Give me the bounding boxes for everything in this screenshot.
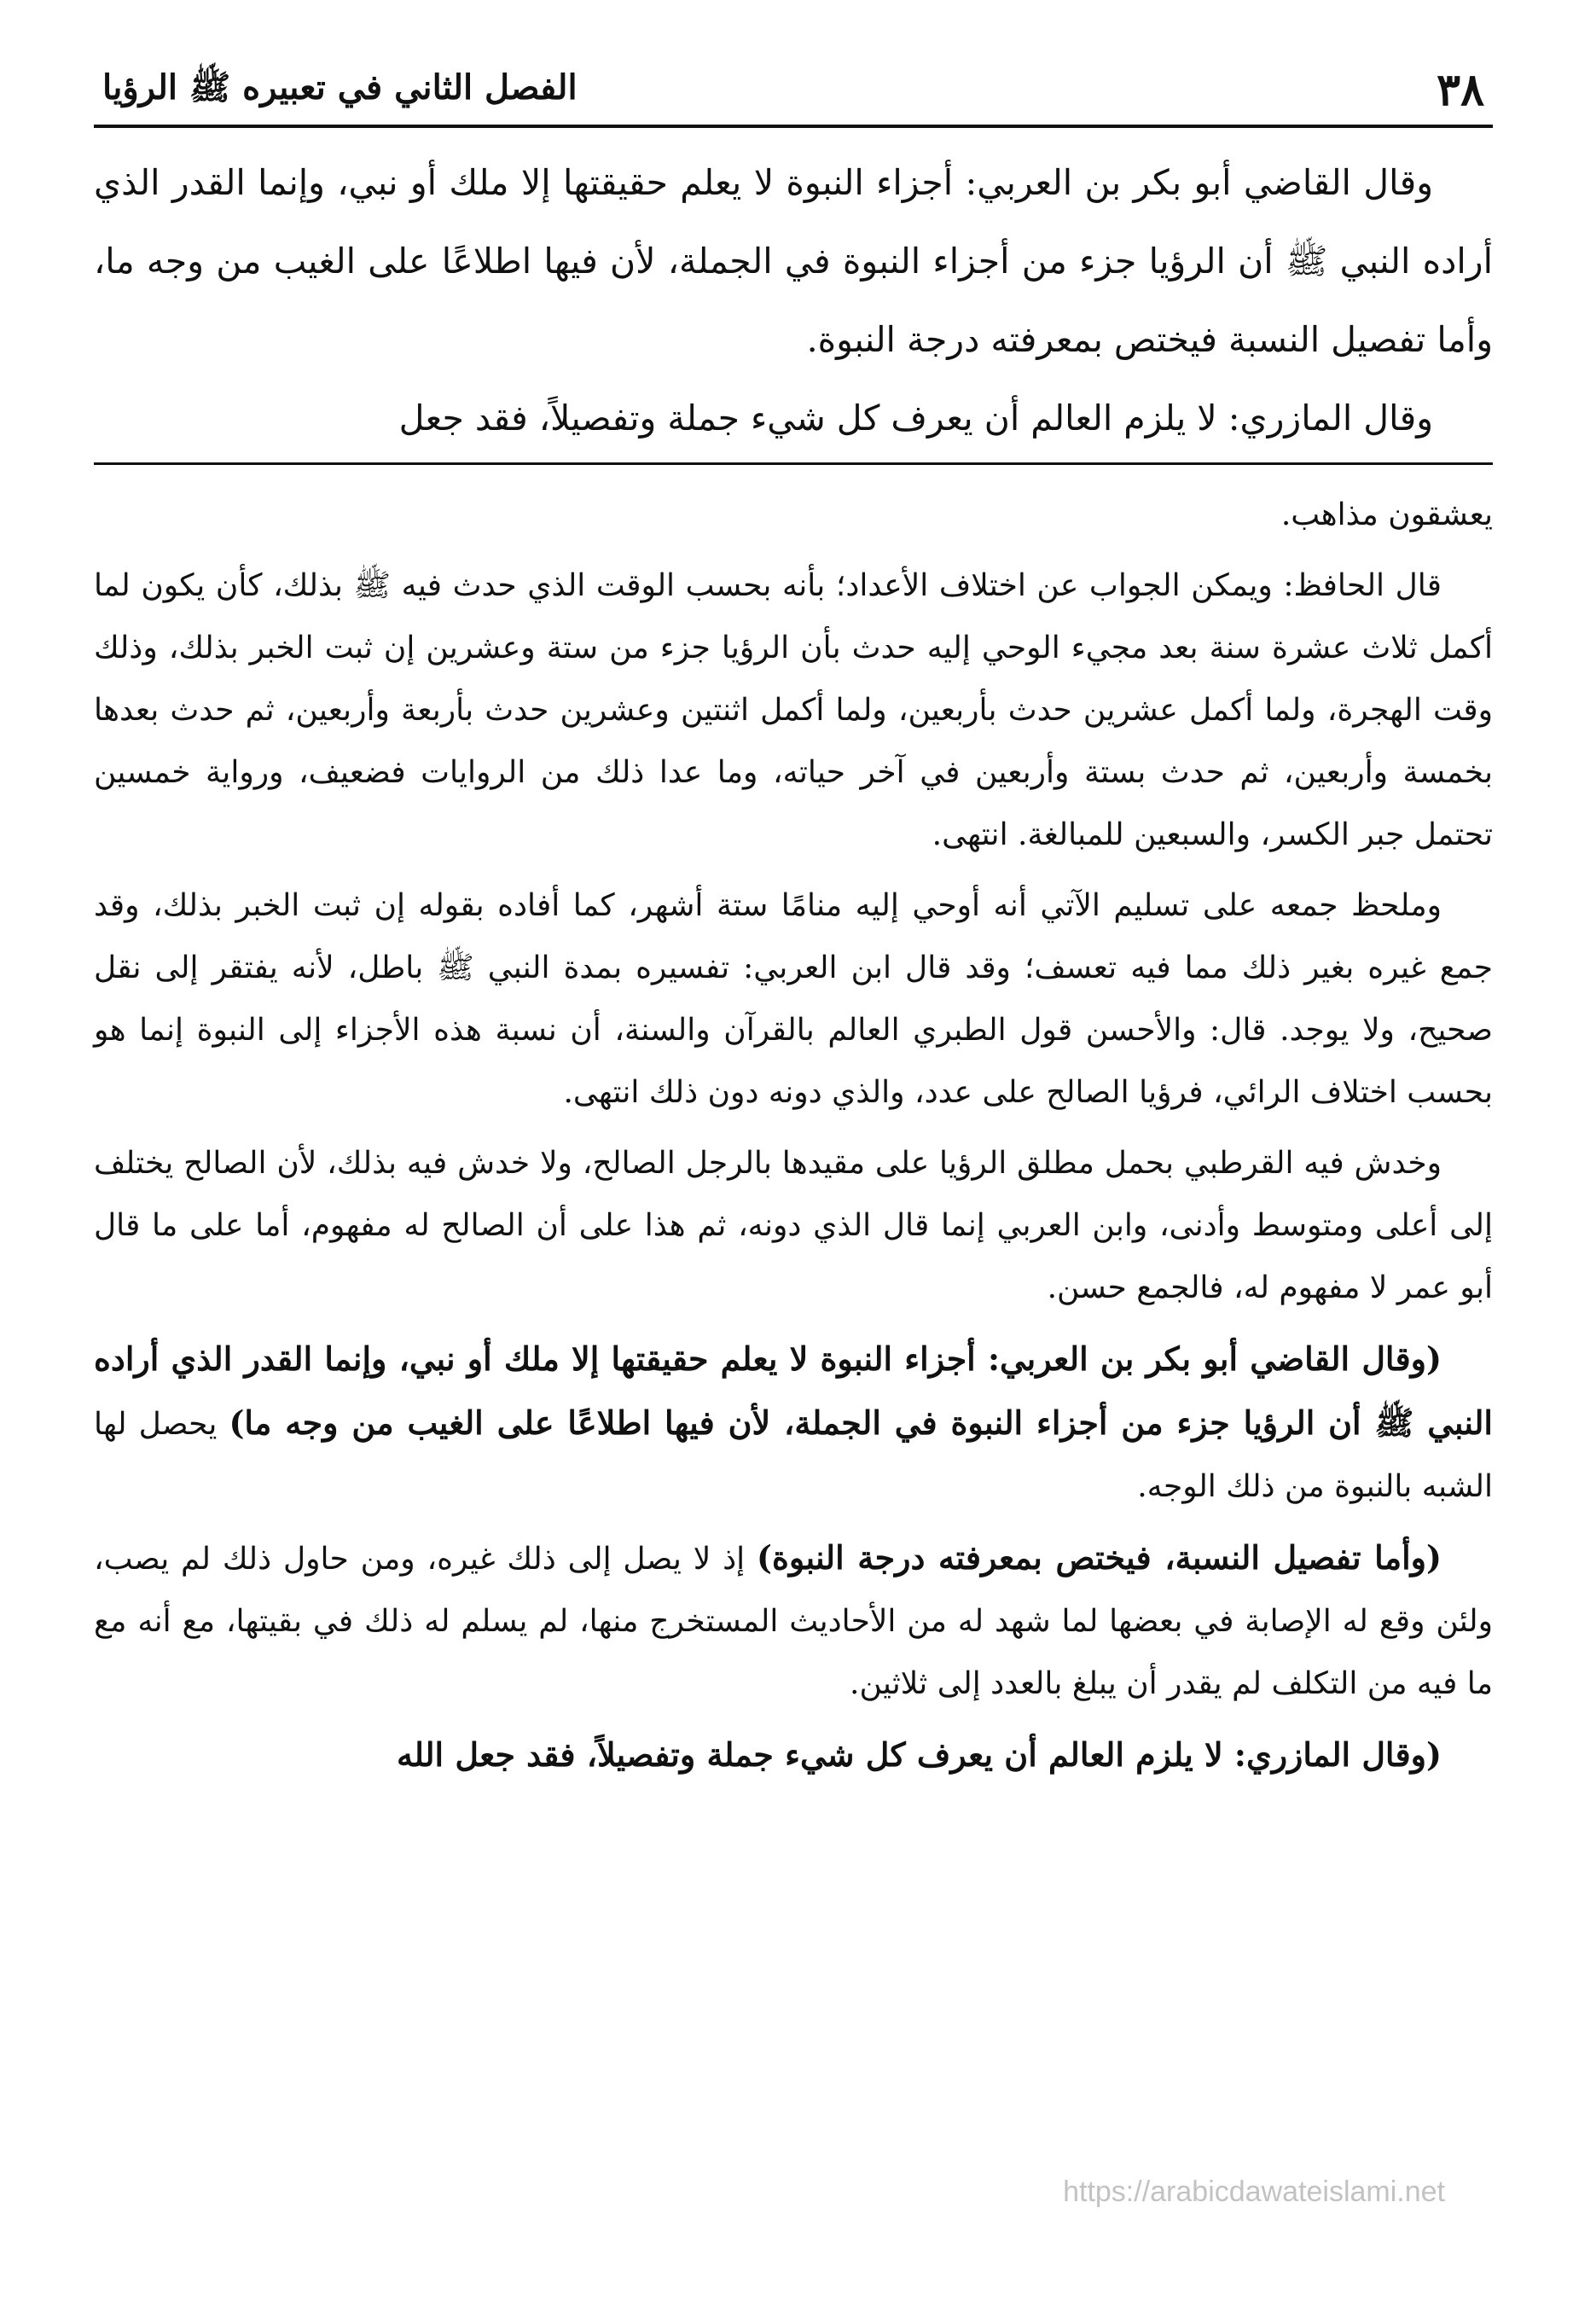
commentary-text-span: يحصل لها الشبه بالنبوة من ذلك الوجه. (94, 1407, 1493, 1504)
quoted-main-text: (وأما تفصيل النسبة، فيختص بمعرفته درجة النبوة) (757, 1538, 1442, 1577)
commentary-paragraph: قال الحافظ: ويمكن الجواب عن اختلاف الأعداد؛ بأنه بحسب الوقت الذي حدث فيه ﷺ بذلك، كأن يكون لما أكمل ثلاث عشرة سنة بعد مجيء الوحي إليه حدث بأن الرؤيا جزء من ستة وعشرين إن ثبت الخبر بذلك، وذلك وقت الهجرة، ولما أكمل عشرين حدث بأربعين، ولما أكمل اثنتين وعشرين حدث بأربعة وأربعين، ثم حدث بعدها بخمسة وأربعين، ثم حدث بستة وأربعين في آخر حياته، وما عدا ذلك من الروايات فضعيف، ورواية خمسين تحتمل جبر الكسر، والسبعين للمبالغة. انتهى. (94, 568, 1493, 852)
quoted-main-text: (وقال المازري: لا يلزم العالم أن يعرف كل شيء جملة وتفصيلاً، فقد جعل الله (397, 1735, 1442, 1774)
commentary-paragraph (94, 1328, 1493, 1518)
commentary-paragraph: وملحظ جمعه على تسليم الآتي أنه أوحي إليه منامًا ستة أشهر، كما أفاده بقوله إن ثبت الخبر بذلك، وقد جمع غيره بغير ذلك مما فيه تعسف؛ وقد قال ابن العربي: تفسيره بمدة النبي ﷺ باطل، لأنه يفتقر إلى نقل صحيح، ولا يوجد. قال: والأحسن قول الطبري العالم بالقرآن والسنة، أن نسبة هذه الأجزاء إلى النبوة إنما هو بحسب اختلاف الرائي، فرؤيا الصالح على عدد، والذي دونه دون ذلك انتهى. (94, 888, 1493, 1110)
commentary-paragraph (94, 1526, 1493, 1715)
main-text-paragraph: وقال القاضي أبو بكر بن العربي: أجزاء النبوة لا يعلم حقيقتها إلا ملك أو نبي، وإنما القدر الذي أراده النبي ﷺ أن الرؤيا جزء من أجزاء النبوة في الجملة، لأن فيها اطلاعًا على الغيب من وجه ما، وأما تفصيل النسبة فيختص بمعرفته درجة النبوة. (94, 162, 1493, 360)
quoted-main-text: (وقال القاضي أبو بكر بن العربي: أجزاء النبوة لا يعلم حقيقتها إلا ملك أو نبي، وإنما القدر الذي أراده النبي ﷺ أن الرؤيا جزء من أجزاء النبوة في الجملة، لأن فيها اطلاعًا على الغيب من وجه ما) (94, 1339, 1493, 1442)
footnote-divider (94, 462, 1493, 465)
commentary-text (94, 484, 1493, 1787)
page-header (94, 51, 1493, 128)
commentary-text-span: إذ لا يصل إلى ذلك غيره، ومن حاول ذلك لم يصب، ولئن وقع له الإصابة في بعضها لما شهد له من الأحاديث المستخرج منها، لم يسلم له ذلك في بقيتها، مع أنه مع ما فيه من التكلف لم يقدر أن يبلغ بالعدد إلى ثلاثين. (94, 1542, 1493, 1701)
chapter-title: الفصل الثاني في تعبيره ﷺ الرؤيا (102, 67, 578, 107)
commentary-paragraph (94, 1723, 1493, 1787)
watermark-url: https://arabicdawateislami.net (1063, 2176, 1445, 2208)
main-text (94, 143, 1493, 457)
commentary-paragraph: وخدش فيه القرطبي بحمل مطلق الرؤيا على مقيدها بالرجل الصالح، ولا خدش فيه بذلك، لأن الصالح يختلف إلى أعلى ومتوسط وأدنى، وابن العربي إنما قال الذي دونه، ثم هذا على أن الصالح له مفهوم، أما على ما قال أبو عمر لا مفهوم له، فالجمع حسن. (94, 1146, 1493, 1305)
commentary-paragraph: يعشقون مذاهب. (1280, 497, 1493, 532)
book-page (94, 51, 1493, 2304)
page-number: ٣٨ (1437, 64, 1484, 116)
main-text-paragraph: وقال المازري: لا يلزم العالم أن يعرف كل شيء جملة وتفصيلاً، فقد جعل (398, 398, 1433, 439)
